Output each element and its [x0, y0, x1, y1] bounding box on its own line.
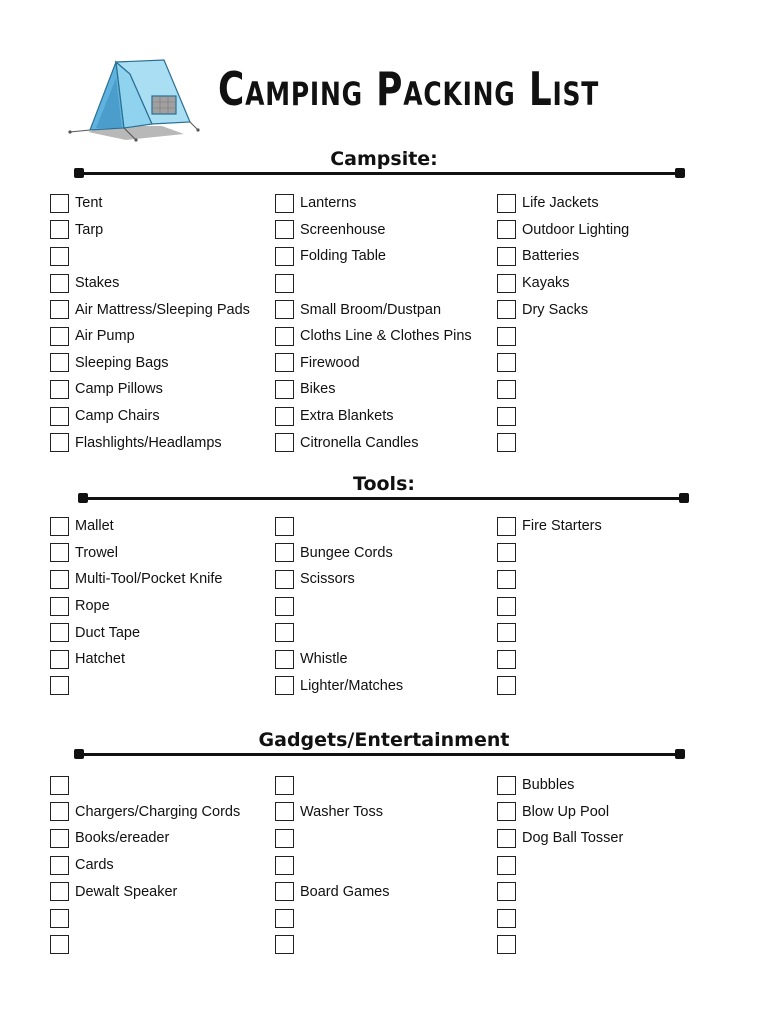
list-item [50, 825, 240, 852]
checkbox[interactable] [275, 247, 294, 266]
checklist-column [275, 513, 403, 699]
checkbox[interactable] [50, 676, 69, 695]
item-label: Cloths Line & Clothes Pins [300, 328, 472, 345]
checklist-column [50, 513, 222, 699]
item-label: Multi-Tool/Pocket Knife [75, 571, 223, 588]
list-item [275, 270, 472, 297]
item-label: Kayaks [522, 275, 570, 292]
divider-end-cap [679, 493, 689, 503]
checklist-column [497, 772, 623, 958]
checkbox[interactable] [497, 802, 516, 821]
checklist-column [50, 772, 240, 958]
checkbox[interactable] [50, 300, 69, 319]
list-item [497, 878, 623, 905]
item-label: Dog Ball Tosser [522, 830, 624, 847]
item-label: Flashlights/Headlamps [75, 434, 222, 451]
list-item [50, 270, 250, 297]
list-item [275, 243, 472, 270]
divider-end-cap [74, 168, 84, 178]
list-item [275, 905, 389, 932]
checkbox[interactable] [50, 517, 69, 536]
item-label: Air Pump [75, 328, 135, 345]
checkbox[interactable] [497, 570, 516, 589]
list-item [50, 799, 240, 826]
list-item [275, 593, 403, 620]
checkbox[interactable] [497, 274, 516, 293]
checkbox[interactable] [497, 433, 516, 452]
item-label: Dewalt Speaker [75, 883, 178, 900]
section-divider [78, 172, 681, 175]
list-item [275, 799, 389, 826]
list-item [50, 619, 222, 646]
item-label: Life Jackets [522, 195, 599, 212]
checkbox[interactable] [50, 543, 69, 562]
list-item [275, 429, 472, 456]
checklist-column [50, 190, 250, 456]
list-item [275, 852, 389, 879]
item-label: Folding Table [300, 248, 386, 265]
checkbox[interactable] [275, 433, 294, 452]
checklist-column [275, 772, 389, 958]
checkbox[interactable] [497, 300, 516, 319]
checkbox[interactable] [497, 380, 516, 399]
checkbox[interactable] [497, 623, 516, 642]
list-item [275, 540, 403, 567]
checkbox[interactable] [497, 517, 516, 536]
list-item [50, 376, 250, 403]
list-item [275, 772, 389, 799]
checkbox[interactable] [50, 935, 69, 954]
list-item [275, 673, 403, 700]
list-item [275, 878, 389, 905]
list-item [497, 376, 629, 403]
checkbox[interactable] [50, 433, 69, 452]
list-item [497, 825, 623, 852]
checkbox[interactable] [275, 517, 294, 536]
checkbox[interactable] [497, 353, 516, 372]
item-label: Trowel [75, 544, 118, 561]
item-label: Camp Pillows [75, 381, 163, 398]
list-item [50, 403, 250, 430]
checkbox[interactable] [497, 327, 516, 346]
checkbox[interactable] [497, 882, 516, 901]
list-item [497, 905, 623, 932]
list-item [497, 593, 602, 620]
checkbox[interactable] [50, 220, 69, 239]
item-label: Cards [75, 857, 114, 874]
list-item [497, 243, 629, 270]
checkbox[interactable] [497, 676, 516, 695]
checkbox[interactable] [50, 623, 69, 642]
list-item [275, 619, 403, 646]
item-label: Outdoor Lighting [522, 221, 630, 238]
list-item [50, 878, 240, 905]
checkbox[interactable] [275, 194, 294, 213]
list-item [497, 403, 629, 430]
list-item [50, 905, 240, 932]
checkbox[interactable] [50, 856, 69, 875]
item-label: Hatchet [75, 651, 125, 668]
checkbox[interactable] [275, 829, 294, 848]
item-label: Lighter/Matches [300, 677, 404, 694]
list-item [50, 932, 240, 959]
item-label: Screenhouse [300, 221, 386, 238]
list-item [50, 296, 250, 323]
checkbox[interactable] [497, 776, 516, 795]
list-item [50, 350, 250, 377]
section-divider [78, 753, 681, 756]
list-item [497, 513, 602, 540]
item-label: Citronella Candles [300, 434, 419, 451]
list-item [275, 566, 403, 593]
checkbox[interactable] [50, 353, 69, 372]
list-item [50, 646, 222, 673]
list-item [275, 350, 472, 377]
list-item [275, 376, 472, 403]
list-item [497, 852, 623, 879]
list-item [50, 852, 240, 879]
checkbox[interactable] [275, 570, 294, 589]
item-label: Stakes [75, 275, 120, 292]
checkbox[interactable] [50, 829, 69, 848]
list-item [50, 540, 222, 567]
item-label: Board Games [300, 883, 390, 900]
item-label: Camp Chairs [75, 408, 160, 425]
item-label: Books/ereader [75, 830, 170, 847]
divider-end-cap [675, 749, 685, 759]
checkbox[interactable] [497, 543, 516, 562]
list-item [275, 190, 472, 217]
item-label: Firewood [300, 354, 360, 371]
checkbox[interactable] [497, 935, 516, 954]
list-item [497, 270, 629, 297]
checkbox[interactable] [275, 882, 294, 901]
item-label: Duct Tape [75, 624, 141, 641]
checkbox[interactable] [50, 597, 69, 616]
list-item [50, 429, 250, 456]
item-label: Rope [75, 598, 110, 615]
item-label: Tarp [75, 221, 104, 238]
list-item [50, 513, 222, 540]
item-label: Tent [75, 195, 103, 212]
item-label: Small Broom/Dustpan [300, 301, 442, 318]
checkbox[interactable] [275, 650, 294, 669]
list-item [275, 513, 403, 540]
checkbox[interactable] [50, 882, 69, 901]
section-divider [82, 497, 685, 500]
checkbox[interactable] [50, 380, 69, 399]
checkbox[interactable] [275, 353, 294, 372]
list-item [275, 323, 472, 350]
list-item [275, 932, 389, 959]
list-item [275, 403, 472, 430]
checkbox[interactable] [50, 776, 69, 795]
list-item [497, 932, 623, 959]
checkbox[interactable] [50, 247, 69, 266]
item-label: Scissors [300, 571, 355, 588]
checkbox[interactable] [497, 856, 516, 875]
checkbox[interactable] [50, 407, 69, 426]
checkbox[interactable] [275, 802, 294, 821]
list-item [497, 190, 629, 217]
section-title-tools: Tools: [353, 473, 415, 495]
item-label: Mallet [75, 518, 114, 535]
list-item [497, 772, 623, 799]
checkbox[interactable] [497, 247, 516, 266]
checkbox[interactable] [50, 570, 69, 589]
checkbox[interactable] [275, 543, 294, 562]
list-item [497, 673, 602, 700]
item-label: Bungee Cords [300, 544, 393, 561]
checkbox[interactable] [497, 220, 516, 239]
checklist-column [497, 190, 629, 456]
list-item [50, 243, 250, 270]
item-label: Extra Blankets [300, 408, 394, 425]
checkbox[interactable] [275, 300, 294, 319]
checkbox[interactable] [275, 220, 294, 239]
checkbox[interactable] [50, 274, 69, 293]
checkbox[interactable] [497, 407, 516, 426]
section-title-campsite: Campsite: [330, 148, 438, 170]
divider-end-cap [78, 493, 88, 503]
checkbox[interactable] [275, 327, 294, 346]
item-label: Lanterns [300, 195, 357, 212]
list-item [497, 429, 629, 456]
checkbox[interactable] [50, 327, 69, 346]
list-item [275, 646, 403, 673]
checkbox[interactable] [275, 623, 294, 642]
checkbox[interactable] [275, 407, 294, 426]
list-item [497, 540, 602, 567]
checkbox[interactable] [275, 676, 294, 695]
list-item [50, 673, 222, 700]
item-label: Bubbles [522, 777, 575, 794]
list-item [275, 296, 472, 323]
checkbox[interactable] [497, 829, 516, 848]
item-label: Dry Sacks [522, 301, 589, 318]
checkbox[interactable] [497, 597, 516, 616]
list-item [50, 323, 250, 350]
tent-icon [66, 56, 202, 142]
list-item [497, 619, 602, 646]
divider-end-cap [675, 168, 685, 178]
list-item [275, 217, 472, 244]
list-item [50, 772, 240, 799]
item-label: Sleeping Bags [75, 354, 169, 371]
list-item [497, 296, 629, 323]
checkbox[interactable] [275, 776, 294, 795]
checkbox[interactable] [50, 802, 69, 821]
checkbox[interactable] [275, 597, 294, 616]
checkbox[interactable] [50, 650, 69, 669]
item-label: Fire Starters [522, 518, 602, 535]
item-label: Air Mattress/Sleeping Pads [75, 301, 250, 318]
section-title-gadgets-entertainment: Gadgets/Entertainment [258, 729, 510, 751]
list-item [497, 799, 623, 826]
list-item [50, 217, 250, 244]
list-item [275, 825, 389, 852]
checklist-column [275, 190, 472, 456]
divider-end-cap [74, 749, 84, 759]
item-label: Bikes [300, 381, 336, 398]
header [0, 0, 768, 150]
list-item [497, 566, 602, 593]
checkbox[interactable] [50, 194, 69, 213]
checkbox[interactable] [275, 856, 294, 875]
list-item [50, 593, 222, 620]
checkbox[interactable] [497, 650, 516, 669]
checkbox[interactable] [497, 909, 516, 928]
checklist-column [497, 513, 602, 699]
checkbox[interactable] [275, 935, 294, 954]
list-item [497, 217, 629, 244]
list-item [50, 190, 250, 217]
list-item [50, 566, 222, 593]
item-label: Batteries [522, 248, 580, 265]
item-label: Whistle [300, 651, 348, 668]
list-item [497, 646, 602, 673]
checkbox[interactable] [275, 380, 294, 399]
item-label: Washer Toss [300, 803, 383, 820]
checkbox[interactable] [497, 194, 516, 213]
checkbox[interactable] [50, 909, 69, 928]
list-item [497, 323, 629, 350]
item-label: Chargers/Charging Cords [75, 803, 241, 820]
page-title: Camping Packing List [218, 62, 600, 116]
item-label: Blow Up Pool [522, 803, 610, 820]
checkbox[interactable] [275, 274, 294, 293]
checkbox[interactable] [275, 909, 294, 928]
list-item [497, 350, 629, 377]
